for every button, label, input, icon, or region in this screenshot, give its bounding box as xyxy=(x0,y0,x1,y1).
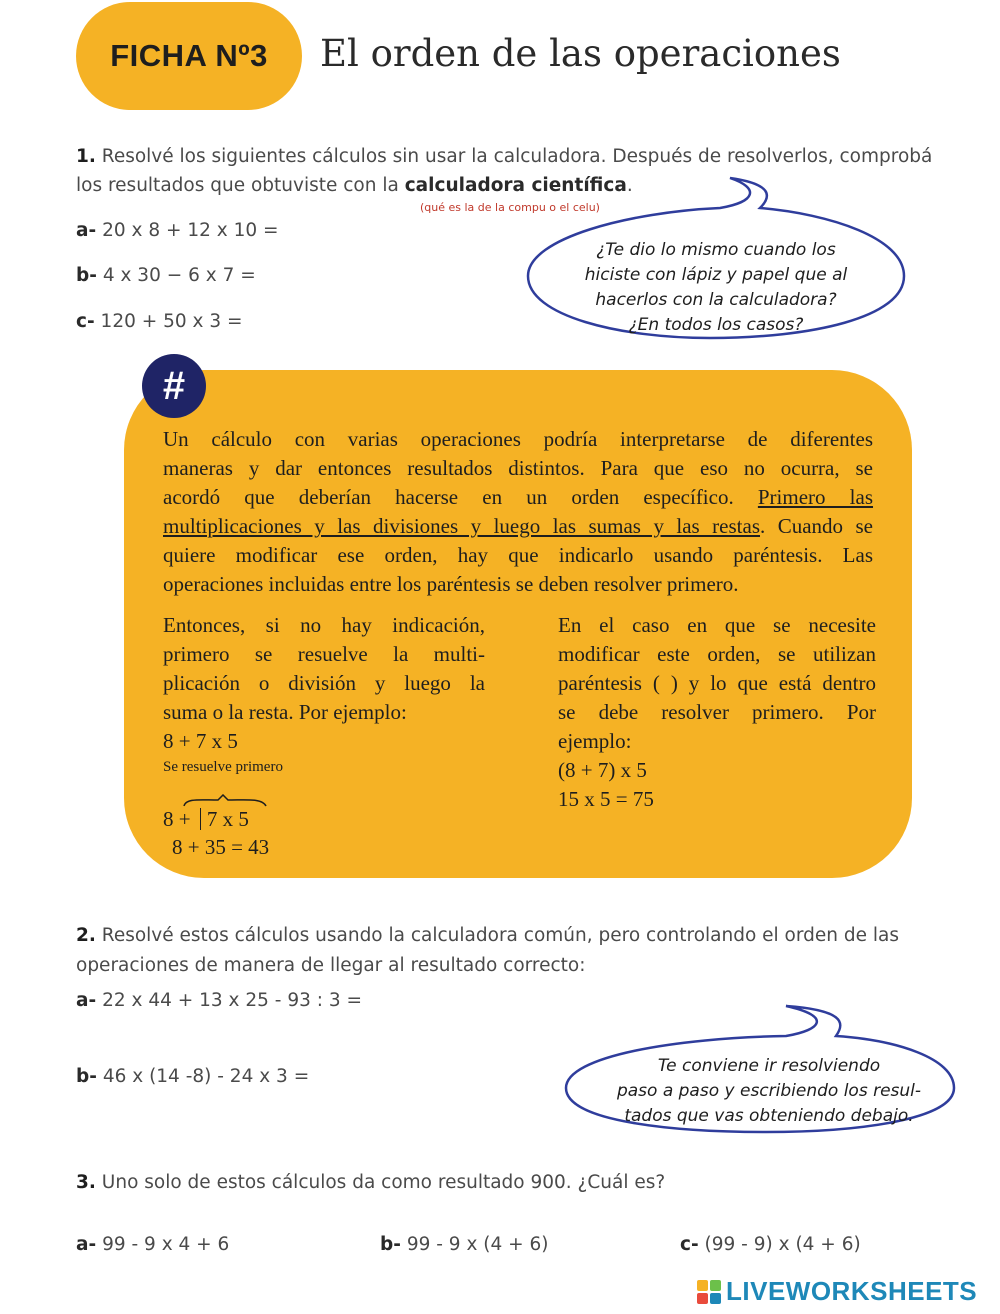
right-col-line: paréntesis ( ) y lo que está dentro xyxy=(558,671,876,695)
right-col-line: 15 x 5 = 75 xyxy=(558,787,654,811)
info-line xyxy=(163,483,873,512)
exercise-2-item-b xyxy=(76,1066,309,1087)
item-expression: 46 x (14 -8) - 24 x 3 = xyxy=(102,1066,310,1087)
exercise-1-item-a xyxy=(76,220,279,241)
bubble-2-text xyxy=(584,1054,954,1129)
info-line: maneras y dar entonces resultados distintos. Para que eso no ocurra, se xyxy=(163,456,873,480)
exercise-1-item-c xyxy=(76,311,243,332)
item-letter: c- xyxy=(680,1234,699,1255)
right-col-line: En el caso en que se necesite xyxy=(558,613,876,637)
page-title: El orden de las operaciones xyxy=(320,32,841,75)
info-underlined-text: multiplicaciones y las divisiones y luego las sumas y las restas xyxy=(163,514,761,538)
item-expression: 22 x 44 + 13 x 25 - 93 : 3 = xyxy=(102,990,363,1011)
exercise-1-item-b xyxy=(76,265,256,286)
bubble-2-line: paso a paso y escribiendo los resul- xyxy=(616,1081,922,1101)
logo-text: LIVEWORKSHEETS xyxy=(726,1276,978,1306)
item-letter: a- xyxy=(76,220,97,241)
exercise-3-item-c xyxy=(680,1234,861,1255)
item-letter: b- xyxy=(76,265,97,286)
bubble-2-line: tados que vas obteniendo debajo. xyxy=(624,1106,914,1126)
item-expression: (99 - 9) x (4 + 6) xyxy=(704,1234,861,1255)
left-col-line: suma o la resta. Por ejemplo: xyxy=(163,700,407,724)
exercise-2-line-1 xyxy=(76,925,899,946)
item-expression: 20 x 8 + 12 x 10 = xyxy=(102,220,279,241)
right-col-line: (8 + 7) x 5 xyxy=(558,758,647,782)
info-line: operaciones incluidas entre los paréntesis se deben resolver primero. xyxy=(163,572,739,596)
right-col-line: modificar este orden, se utilizan xyxy=(558,642,876,666)
exercise-1-number: 1. xyxy=(76,146,96,167)
exercise-2-number: 2. xyxy=(76,925,96,946)
left-example-1-grouped: 7 x 5 xyxy=(200,808,253,830)
exercise-3-line-1 xyxy=(76,1172,665,1193)
right-col-line: ejemplo: xyxy=(558,729,632,753)
hash-icon: # xyxy=(142,354,206,418)
bubble-1-line: hiciste con lápiz y papel que al xyxy=(584,265,848,285)
info-text: . Cuando se xyxy=(760,514,874,538)
exercise-1-text-1: Resolvé los siguientes cálculos sin usar la calculadora. Después de resolverlos, comprobá xyxy=(101,146,933,167)
liveworksheets-logo[interactable] xyxy=(696,1276,977,1307)
left-col-line: plicación o división y luego la xyxy=(163,671,485,695)
info-line: quiere modificar ese orden, hay que indicarlo usando paréntesis. Las xyxy=(163,543,873,567)
item-letter: a- xyxy=(76,1234,97,1255)
left-col-line: primero se resuelve la multi- xyxy=(163,642,485,666)
worksheet-badge: FICHA Nº3 xyxy=(76,2,302,110)
bubble-1-line: ¿En todos los casos? xyxy=(628,315,804,335)
exercise-1-text-2: los resultados que obtuviste con la xyxy=(76,175,405,196)
exercise-2-line-2: operaciones de manera de llegar al resultado correcto: xyxy=(76,955,586,976)
info-right-column xyxy=(558,611,876,814)
item-letter: c- xyxy=(76,311,95,332)
exercise-1-line-1 xyxy=(76,146,932,167)
info-paragraph xyxy=(163,425,873,599)
left-example-2: 8 + 35 = 43 xyxy=(172,835,270,859)
logo-grid-icon xyxy=(696,1279,722,1305)
left-example-1 xyxy=(163,805,253,834)
info-line: Un cálculo con varias operaciones podría interpretarse de diferentes xyxy=(163,427,873,451)
scientific-calculator-term: calculadora científica xyxy=(404,175,627,196)
exercise-3-item-a xyxy=(76,1234,229,1255)
exercise-3-number: 3. xyxy=(76,1172,96,1193)
item-letter: b- xyxy=(76,1066,97,1087)
exercise-3-item-b xyxy=(380,1234,549,1255)
item-letter: a- xyxy=(76,990,97,1011)
exercise-1-text-2-end: . xyxy=(626,175,633,196)
handwritten-note: (qué es la de la compu o el celu) xyxy=(420,201,600,214)
left-col-line: 8 + 7 x 5 xyxy=(163,729,238,753)
item-expression: 99 - 9 x 4 + 6 xyxy=(102,1234,230,1255)
exercise-3-text-1: Uno solo de estos cálculos da como resultado 900. ¿Cuál es? xyxy=(101,1172,666,1193)
right-col-line: se debe resolver primero. Por xyxy=(558,700,876,724)
info-underlined-text: Primero las xyxy=(757,485,874,509)
item-expression: 4 x 30 − 6 x 7 = xyxy=(102,265,256,286)
info-line xyxy=(163,512,873,541)
bubble-1-text xyxy=(548,238,884,338)
left-col-small-note: Se resuelve primero xyxy=(163,759,283,775)
item-expression: 120 + 50 x 3 = xyxy=(100,311,243,332)
info-left-column xyxy=(163,611,485,756)
left-example-1-prefix: 8 + xyxy=(163,807,191,831)
bubble-1-line: hacerlos con la calculadora? xyxy=(595,290,837,310)
info-text: acordó que deberían hacerse en un orden específico. xyxy=(163,485,758,509)
bubble-2-line: Te conviene ir resolviendo xyxy=(657,1056,881,1076)
item-letter: b- xyxy=(380,1234,401,1255)
item-expression: 99 - 9 x (4 + 6) xyxy=(406,1234,549,1255)
exercise-2-item-a xyxy=(76,990,362,1011)
left-col-line: Entonces, si no hay indicación, xyxy=(163,613,485,637)
exercise-2-text-1: Resolvé estos cálculos usando la calculadora común, pero controlando el orden de las xyxy=(101,925,900,946)
bubble-1-line: ¿Te dio lo mismo cuando los xyxy=(596,240,836,260)
